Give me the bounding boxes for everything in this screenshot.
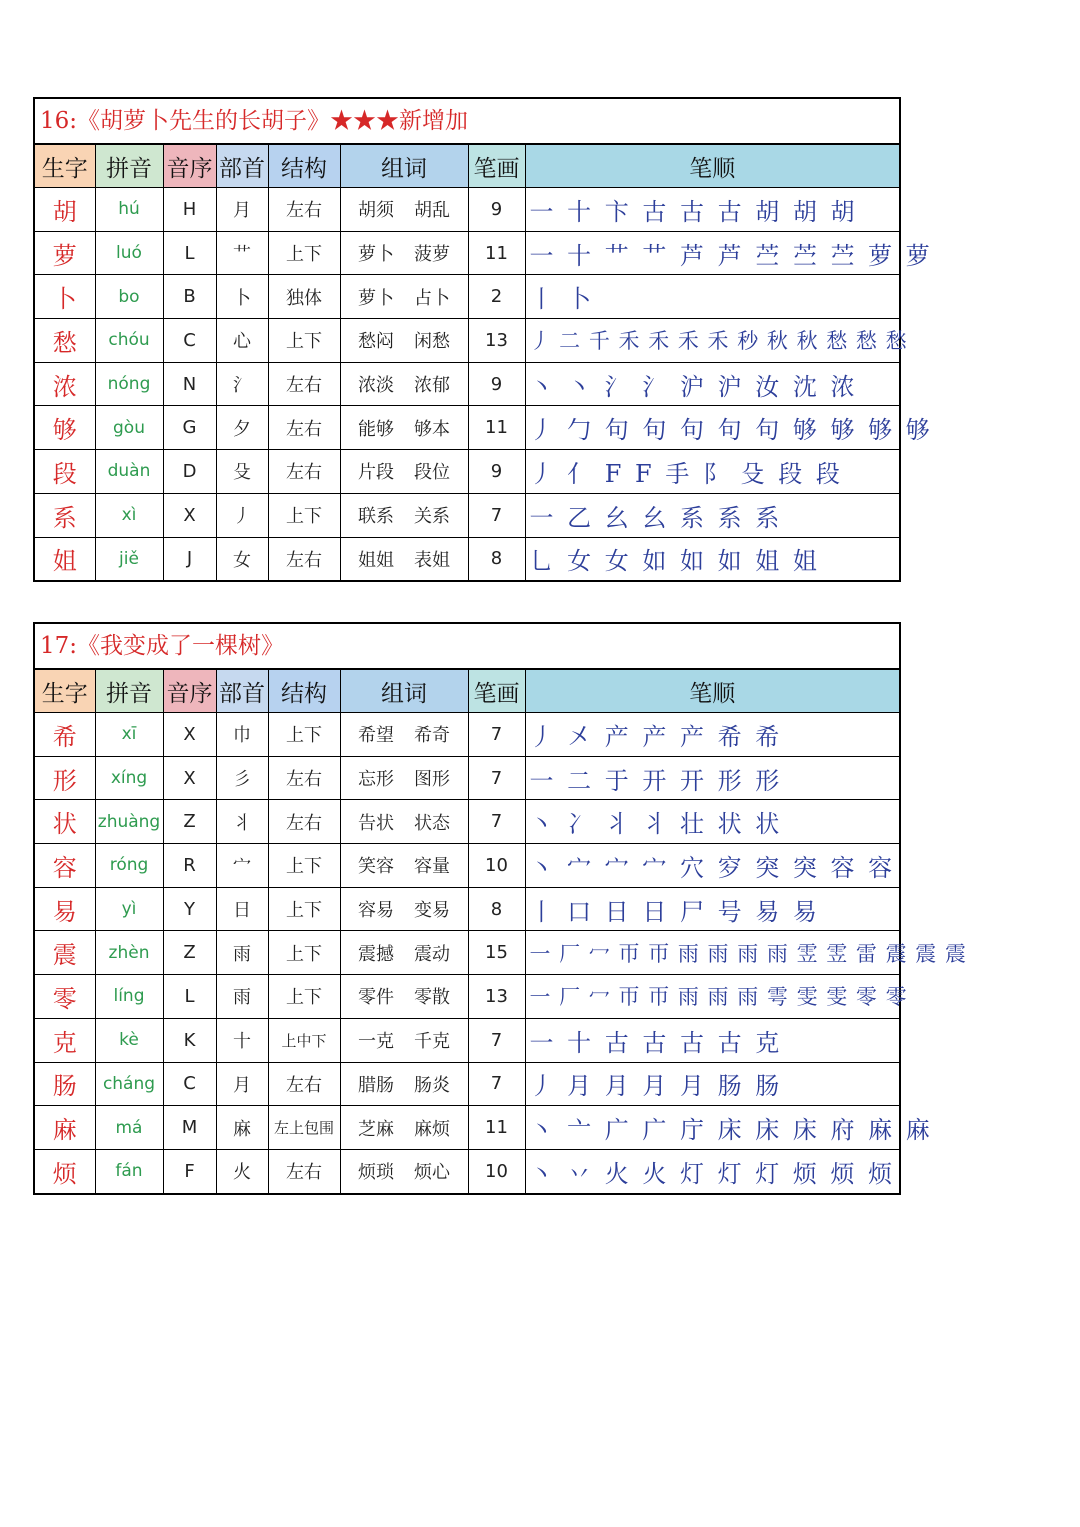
order-cell: G (163, 406, 216, 450)
word-1: 容易 (358, 900, 394, 922)
char-cell: 震 (35, 931, 95, 975)
order-cell: F (163, 1149, 216, 1192)
header-words: 组词 (340, 145, 468, 188)
pinyin-cell: xíng (95, 756, 163, 800)
word-1: 萝卜 (358, 244, 394, 266)
word-2: 状态 (414, 812, 450, 834)
char-cell: 烦 (35, 1149, 95, 1192)
header-char: 生字 (35, 670, 95, 713)
radical-cell: 雨 (216, 931, 268, 975)
word-1: 能够 (358, 418, 394, 440)
stroke-order-cell: 一 厂 冖 帀 帀 雨 雨 雨 雨 雴 雴 雷 震 震 震 (525, 931, 899, 975)
word-2: 图形 (414, 769, 450, 791)
radical-cell: 女 (216, 537, 268, 580)
char-cell: 形 (35, 756, 95, 800)
stroke-count-cell: 11 (468, 406, 525, 450)
char-cell: 麻 (35, 1106, 95, 1150)
word-2: 震动 (414, 943, 450, 965)
stroke-order-cell: 丿 亻 F F 手 阝 殳 段 段 (525, 450, 899, 494)
words-cell (340, 362, 468, 406)
stroke-count-cell: 9 (468, 450, 525, 494)
stroke-count-cell: 8 (468, 537, 525, 580)
lesson-16-grid (35, 145, 933, 580)
char-cell: 够 (35, 406, 95, 450)
order-cell: Z (163, 931, 216, 975)
word-1: 希望 (358, 725, 394, 747)
structure-cell: 上下 (268, 231, 340, 275)
radical-cell: 心 (216, 319, 268, 363)
word-1: 告状 (358, 812, 394, 834)
word-1: 联系 (358, 506, 394, 528)
lesson-16-title: 16:《胡萝卜先生的长胡子》★★★新增加 (35, 99, 899, 145)
structure-cell: 上下 (268, 319, 340, 363)
word-2: 菠萝 (414, 244, 450, 266)
words-cell (340, 800, 468, 844)
char-cell: 系 (35, 493, 95, 537)
order-cell: J (163, 537, 216, 580)
header-pinyin: 拼音 (95, 670, 163, 713)
table-row (35, 887, 899, 931)
table-row (35, 1106, 899, 1150)
stroke-count-cell: 7 (468, 1018, 525, 1062)
structure-cell: 左右 (268, 406, 340, 450)
lesson-17-title: 17:《我变成了一棵树》 (35, 624, 899, 670)
pinyin-cell: chóu (95, 319, 163, 363)
stroke-count-cell: 7 (468, 493, 525, 537)
table-row (35, 275, 899, 319)
word-1: 笑容 (358, 856, 394, 878)
word-1: 腊肠 (358, 1074, 394, 1096)
words-cell (340, 275, 468, 319)
stroke-order-cell: 一 乙 幺 幺 系 系 系 (525, 493, 899, 537)
structure-cell: 左右 (268, 537, 340, 580)
header-pinyin: 拼音 (95, 145, 163, 188)
words-cell (340, 319, 468, 363)
word-1: 震撼 (358, 943, 394, 965)
stroke-order-cell: 丿 勹 句 句 句 句 句 够 够 够 够 (525, 406, 899, 450)
stroke-count-cell: 7 (468, 800, 525, 844)
order-cell: R (163, 844, 216, 888)
words-cell (340, 450, 468, 494)
radical-cell: 丬 (216, 800, 268, 844)
structure-cell: 上下 (268, 713, 340, 757)
radical-cell: 火 (216, 1149, 268, 1192)
stroke-order-cell: 丶 丶 氵 氵 沪 沪 汝 沈 浓 (525, 362, 899, 406)
words-cell (340, 493, 468, 537)
pinyin-cell: jiě (95, 537, 163, 580)
structure-cell: 上下 (268, 975, 340, 1019)
word-2: 肠炎 (414, 1074, 450, 1096)
pinyin-cell: xì (95, 493, 163, 537)
radical-cell: 氵 (216, 362, 268, 406)
stroke-count-cell: 11 (468, 1106, 525, 1150)
pinyin-cell: líng (95, 975, 163, 1019)
radical-cell: 夕 (216, 406, 268, 450)
word-2: 表姐 (414, 549, 450, 571)
word-2: 千克 (414, 1031, 450, 1053)
word-1: 忘形 (358, 769, 394, 791)
word-2: 变易 (414, 900, 450, 922)
order-cell: H (163, 188, 216, 232)
header-radical: 部首 (216, 670, 268, 713)
stroke-count-cell: 15 (468, 931, 525, 975)
pinyin-cell: yì (95, 887, 163, 931)
pinyin-cell: zhèn (95, 931, 163, 975)
structure-cell: 左右 (268, 800, 340, 844)
order-cell: X (163, 713, 216, 757)
stroke-order-cell: 丿 㐅 产 产 产 希 希 (525, 713, 899, 757)
word-1: 芝麻 (358, 1118, 394, 1140)
structure-cell: 左右 (268, 1062, 340, 1106)
word-2: 烦心 (414, 1162, 450, 1184)
order-cell: M (163, 1106, 216, 1150)
radical-cell: 麻 (216, 1106, 268, 1150)
word-1: 浓淡 (358, 375, 394, 397)
stroke-order-cell: 乚 女 女 如 如 如 姐 姐 (525, 537, 899, 580)
structure-cell: 上下 (268, 931, 340, 975)
table-row (35, 493, 899, 537)
order-cell: Y (163, 887, 216, 931)
char-cell: 希 (35, 713, 95, 757)
char-cell: 肠 (35, 1062, 95, 1106)
word-2: 希奇 (414, 725, 450, 747)
order-cell: Z (163, 800, 216, 844)
char-cell: 萝 (35, 231, 95, 275)
structure-cell: 左右 (268, 756, 340, 800)
order-cell: D (163, 450, 216, 494)
pinyin-cell: kè (95, 1018, 163, 1062)
structure-cell: 上下 (268, 844, 340, 888)
word-2: 零散 (414, 987, 450, 1009)
stroke-order-cell: 一 厂 冖 帀 帀 雨 雨 雨 雩 雯 雯 零 零 (525, 975, 899, 1019)
table-row (35, 362, 899, 406)
stroke-order-cell: 丿 二 千 禾 禾 禾 禾 秒 秋 秋 愁 愁 愁 (525, 319, 899, 363)
stroke-count-cell: 2 (468, 275, 525, 319)
radical-cell: 宀 (216, 844, 268, 888)
radical-cell: 十 (216, 1018, 268, 1062)
table-row (35, 844, 899, 888)
word-2: 闲愁 (414, 331, 450, 353)
header-strokes: 笔画 (468, 145, 525, 188)
stroke-order-cell: 一 十 卞 古 古 古 胡 胡 胡 (525, 188, 899, 232)
radical-cell: 月 (216, 1062, 268, 1106)
word-2: 段位 (414, 462, 450, 484)
words-cell (340, 231, 468, 275)
order-cell: K (163, 1018, 216, 1062)
word-1: 片段 (358, 462, 394, 484)
header-char: 生字 (35, 145, 95, 188)
header-structure: 结构 (268, 145, 340, 188)
structure-cell: 左右 (268, 362, 340, 406)
word-1: 姐姐 (358, 549, 394, 571)
radical-cell: 彡 (216, 756, 268, 800)
char-cell: 浓 (35, 362, 95, 406)
radical-cell: 丿 (216, 493, 268, 537)
table-row (35, 188, 899, 232)
words-cell (340, 406, 468, 450)
stroke-order-cell: 丶 丷 火 火 灯 灯 灯 烦 烦 烦 (525, 1149, 899, 1192)
char-cell: 卜 (35, 275, 95, 319)
char-cell: 愁 (35, 319, 95, 363)
stroke-count-cell: 13 (468, 319, 525, 363)
lesson-17-grid (35, 670, 967, 1193)
words-cell (340, 537, 468, 580)
structure-cell: 左右 (268, 450, 340, 494)
stroke-order-cell: 丨 口 日 日 尸 号 易 易 (525, 887, 899, 931)
structure-cell: 左上包围 (268, 1106, 340, 1150)
table-row (35, 756, 899, 800)
words-cell (340, 1106, 468, 1150)
header-order: 音序 (163, 670, 216, 713)
structure-cell: 左右 (268, 188, 340, 232)
pinyin-cell: cháng (95, 1062, 163, 1106)
char-cell: 状 (35, 800, 95, 844)
stroke-count-cell: 10 (468, 844, 525, 888)
char-cell: 段 (35, 450, 95, 494)
stroke-count-cell: 7 (468, 1062, 525, 1106)
radical-cell: 巾 (216, 713, 268, 757)
pinyin-cell: má (95, 1106, 163, 1150)
radical-cell: 月 (216, 188, 268, 232)
char-cell: 零 (35, 975, 95, 1019)
header-sequence: 笔顺 (525, 670, 899, 713)
table-row (35, 450, 899, 494)
stroke-order-cell: 丿 月 月 月 月 肠 肠 (525, 1062, 899, 1106)
word-1: 胡须 (358, 200, 394, 222)
radical-cell: 卜 (216, 275, 268, 319)
stroke-count-cell: 7 (468, 756, 525, 800)
words-cell (340, 931, 468, 975)
header-row (35, 145, 899, 188)
pinyin-cell: fán (95, 1149, 163, 1192)
words-cell (340, 1149, 468, 1192)
header-row (35, 670, 899, 713)
word-1: 零件 (358, 987, 394, 1009)
word-1: 萝卜 (358, 287, 394, 309)
table-row (35, 1149, 899, 1192)
word-2: 容量 (414, 856, 450, 878)
char-cell: 容 (35, 844, 95, 888)
stroke-count-cell: 8 (468, 887, 525, 931)
stroke-count-cell: 7 (468, 713, 525, 757)
order-cell: X (163, 756, 216, 800)
table-row (35, 537, 899, 580)
pinyin-cell: zhuàng (95, 800, 163, 844)
radical-cell: 艹 (216, 231, 268, 275)
table-row (35, 406, 899, 450)
lesson-16-table (33, 97, 933, 582)
char-cell: 易 (35, 887, 95, 931)
structure-cell: 上下 (268, 887, 340, 931)
word-2: 浓郁 (414, 375, 450, 397)
stroke-count-cell: 11 (468, 231, 525, 275)
order-cell: N (163, 362, 216, 406)
word-1: 愁闷 (358, 331, 394, 353)
stroke-order-cell: 一 十 艹 艹 芦 芦 苎 苎 苎 萝 萝 (525, 231, 899, 275)
stroke-order-cell: 丨 卜 (525, 275, 899, 319)
stroke-count-cell: 10 (468, 1149, 525, 1192)
table-row (35, 713, 899, 757)
words-cell (340, 975, 468, 1019)
pinyin-cell: xī (95, 713, 163, 757)
word-2: 关系 (414, 506, 450, 528)
radical-cell: 雨 (216, 975, 268, 1019)
stroke-order-cell: 一 十 古 古 古 古 克 (525, 1018, 899, 1062)
stroke-order-cell: 丶 亠 广 广 庁 床 床 床 府 麻 麻 (525, 1106, 899, 1150)
table-row (35, 231, 899, 275)
words-cell (340, 887, 468, 931)
words-cell (340, 713, 468, 757)
pinyin-cell: nóng (95, 362, 163, 406)
table-row (35, 319, 899, 363)
order-cell: X (163, 493, 216, 537)
word-2: 够本 (414, 418, 450, 440)
stroke-count-cell: 9 (468, 188, 525, 232)
word-2: 胡乱 (414, 200, 450, 222)
word-1: 烦琐 (358, 1162, 394, 1184)
pinyin-cell: róng (95, 844, 163, 888)
header-radical: 部首 (216, 145, 268, 188)
words-cell (340, 844, 468, 888)
char-cell: 胡 (35, 188, 95, 232)
table-row (35, 1062, 899, 1106)
words-cell (340, 1018, 468, 1062)
word-2: 占卜 (414, 287, 450, 309)
stroke-order-cell: 丶 宀 宀 宀 穴 穸 突 突 容 容 (525, 844, 899, 888)
structure-cell: 上中下 (268, 1018, 340, 1062)
order-cell: C (163, 319, 216, 363)
table-row (35, 800, 899, 844)
words-cell (340, 756, 468, 800)
radical-cell: 日 (216, 887, 268, 931)
order-cell: B (163, 275, 216, 319)
table-row (35, 931, 899, 975)
structure-cell: 上下 (268, 493, 340, 537)
structure-cell: 独体 (268, 275, 340, 319)
pinyin-cell: gòu (95, 406, 163, 450)
table-row (35, 1018, 899, 1062)
header-sequence: 笔顺 (525, 145, 899, 188)
stroke-order-cell: 丶 冫 丬 丬 壮 状 状 (525, 800, 899, 844)
words-cell (340, 188, 468, 232)
structure-cell: 左右 (268, 1149, 340, 1192)
pinyin-cell: duàn (95, 450, 163, 494)
lesson-17-table (33, 622, 967, 1195)
header-strokes: 笔画 (468, 670, 525, 713)
pinyin-cell: luó (95, 231, 163, 275)
order-cell: L (163, 231, 216, 275)
header-words: 组词 (340, 670, 468, 713)
order-cell: C (163, 1062, 216, 1106)
header-structure: 结构 (268, 670, 340, 713)
word-2: 麻烦 (414, 1118, 450, 1140)
char-cell: 克 (35, 1018, 95, 1062)
order-cell: L (163, 975, 216, 1019)
words-cell (340, 1062, 468, 1106)
pinyin-cell: bo (95, 275, 163, 319)
stroke-count-cell: 9 (468, 362, 525, 406)
stroke-count-cell: 13 (468, 975, 525, 1019)
stroke-order-cell: 一 二 于 开 开 形 形 (525, 756, 899, 800)
pinyin-cell: hú (95, 188, 163, 232)
char-cell: 姐 (35, 537, 95, 580)
radical-cell: 殳 (216, 450, 268, 494)
word-1: 一克 (358, 1031, 394, 1053)
table-row (35, 975, 899, 1019)
header-order: 音序 (163, 145, 216, 188)
